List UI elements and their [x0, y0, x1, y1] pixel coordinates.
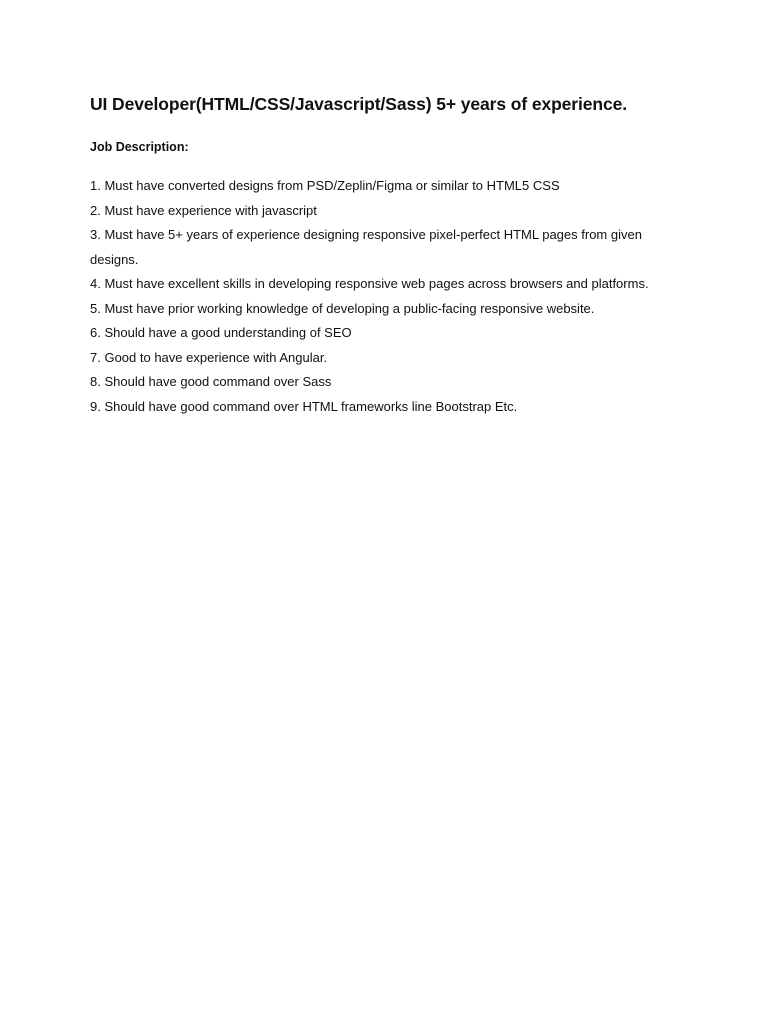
requirement-item: 3. Must have 5+ years of experience designing responsive pixel-perfect HTML pages from given designs. [90, 227, 642, 267]
job-description-label: Job Description: [90, 140, 189, 154]
requirement-item: 1. Must have converted designs from PSD/Zeplin/Figma or similar to HTML5 CSS [90, 178, 560, 193]
requirement-item: 6. Should have a good understanding of SEO [90, 325, 352, 340]
requirement-item: 5. Must have prior working knowledge of developing a public-facing responsive website. [90, 300, 595, 316]
requirement-item: 7. Good to have experience with Angular. [90, 349, 328, 365]
requirement-item: 9. Should have good command over HTML frameworks line Bootstrap Etc. [90, 398, 518, 414]
document-title: UI Developer(HTML/CSS/Javascript/Sass) 5+ years of experience. [90, 94, 628, 114]
requirement-item: 8. Should have good command over Sass [90, 374, 332, 389]
requirement-item: 2. Must have experience with javascript [90, 202, 317, 218]
requirement-item: 4. Must have excellent skills in developing responsive web pages across browsers and platforms. [90, 276, 649, 291]
requirements-list [90, 174, 680, 419]
